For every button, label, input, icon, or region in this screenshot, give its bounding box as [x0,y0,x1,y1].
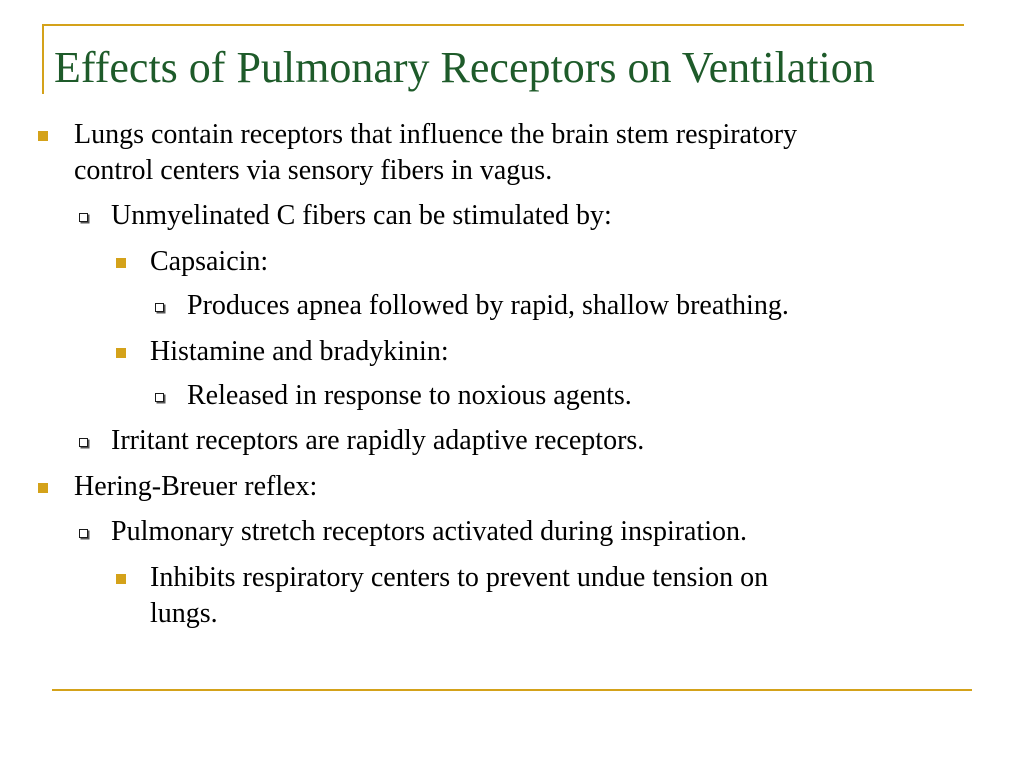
filled-square-icon [116,348,126,358]
bullet-item-8 [74,469,974,505]
hollow-square-icon [79,213,88,222]
bullet-item-9 [111,514,971,550]
bullet-text-line: Capsaicin: [150,246,269,277]
slide-title: Effects of Pulmonary Receptors on Ventilation [54,43,875,92]
bullet-text-line: Pulmonary stretch receptors activated during inspiration. [111,516,748,547]
bullet-text-line: Released in response to noxious agents. [187,380,632,411]
bullet-text-line: Irritant receptors are rapidly adaptive receptors. [111,425,645,456]
bullet-text-line: lungs. [150,598,218,629]
bullet-item-2 [111,198,971,234]
bullet-text-line: Produces apnea followed by rapid, shallow breathing. [187,290,789,321]
bullet-item-4 [187,288,977,324]
bullet-item-5 [150,334,970,370]
bullet-text-line: Lungs contain receptors that influence the brain stem respiratory [74,119,798,150]
hollow-square-icon [155,303,164,312]
bullet-text-line: Inhibits respiratory centers to prevent undue tension on [150,562,769,593]
bullet-text-line: control centers via sensory fibers in vagus. [74,155,553,186]
bullet-item-1 [74,117,974,189]
filled-square-icon [38,131,48,141]
bullet-text-line: Histamine and bradykinin: [150,336,449,367]
bullet-text-line: Unmyelinated C fibers can be stimulated by: [111,200,612,231]
bullet-text-line: Hering-Breuer reflex: [74,471,318,502]
filled-square-icon [38,483,48,493]
bullet-item-3 [150,244,970,280]
bullet-item-7 [111,423,971,459]
filled-square-icon [116,574,126,584]
bullet-item-10 [150,560,950,632]
hollow-square-icon [155,393,164,402]
hollow-square-icon [79,438,88,447]
hollow-square-icon [79,529,88,538]
bottom-divider [52,689,972,691]
bullet-item-6 [187,378,977,414]
filled-square-icon [116,258,126,268]
